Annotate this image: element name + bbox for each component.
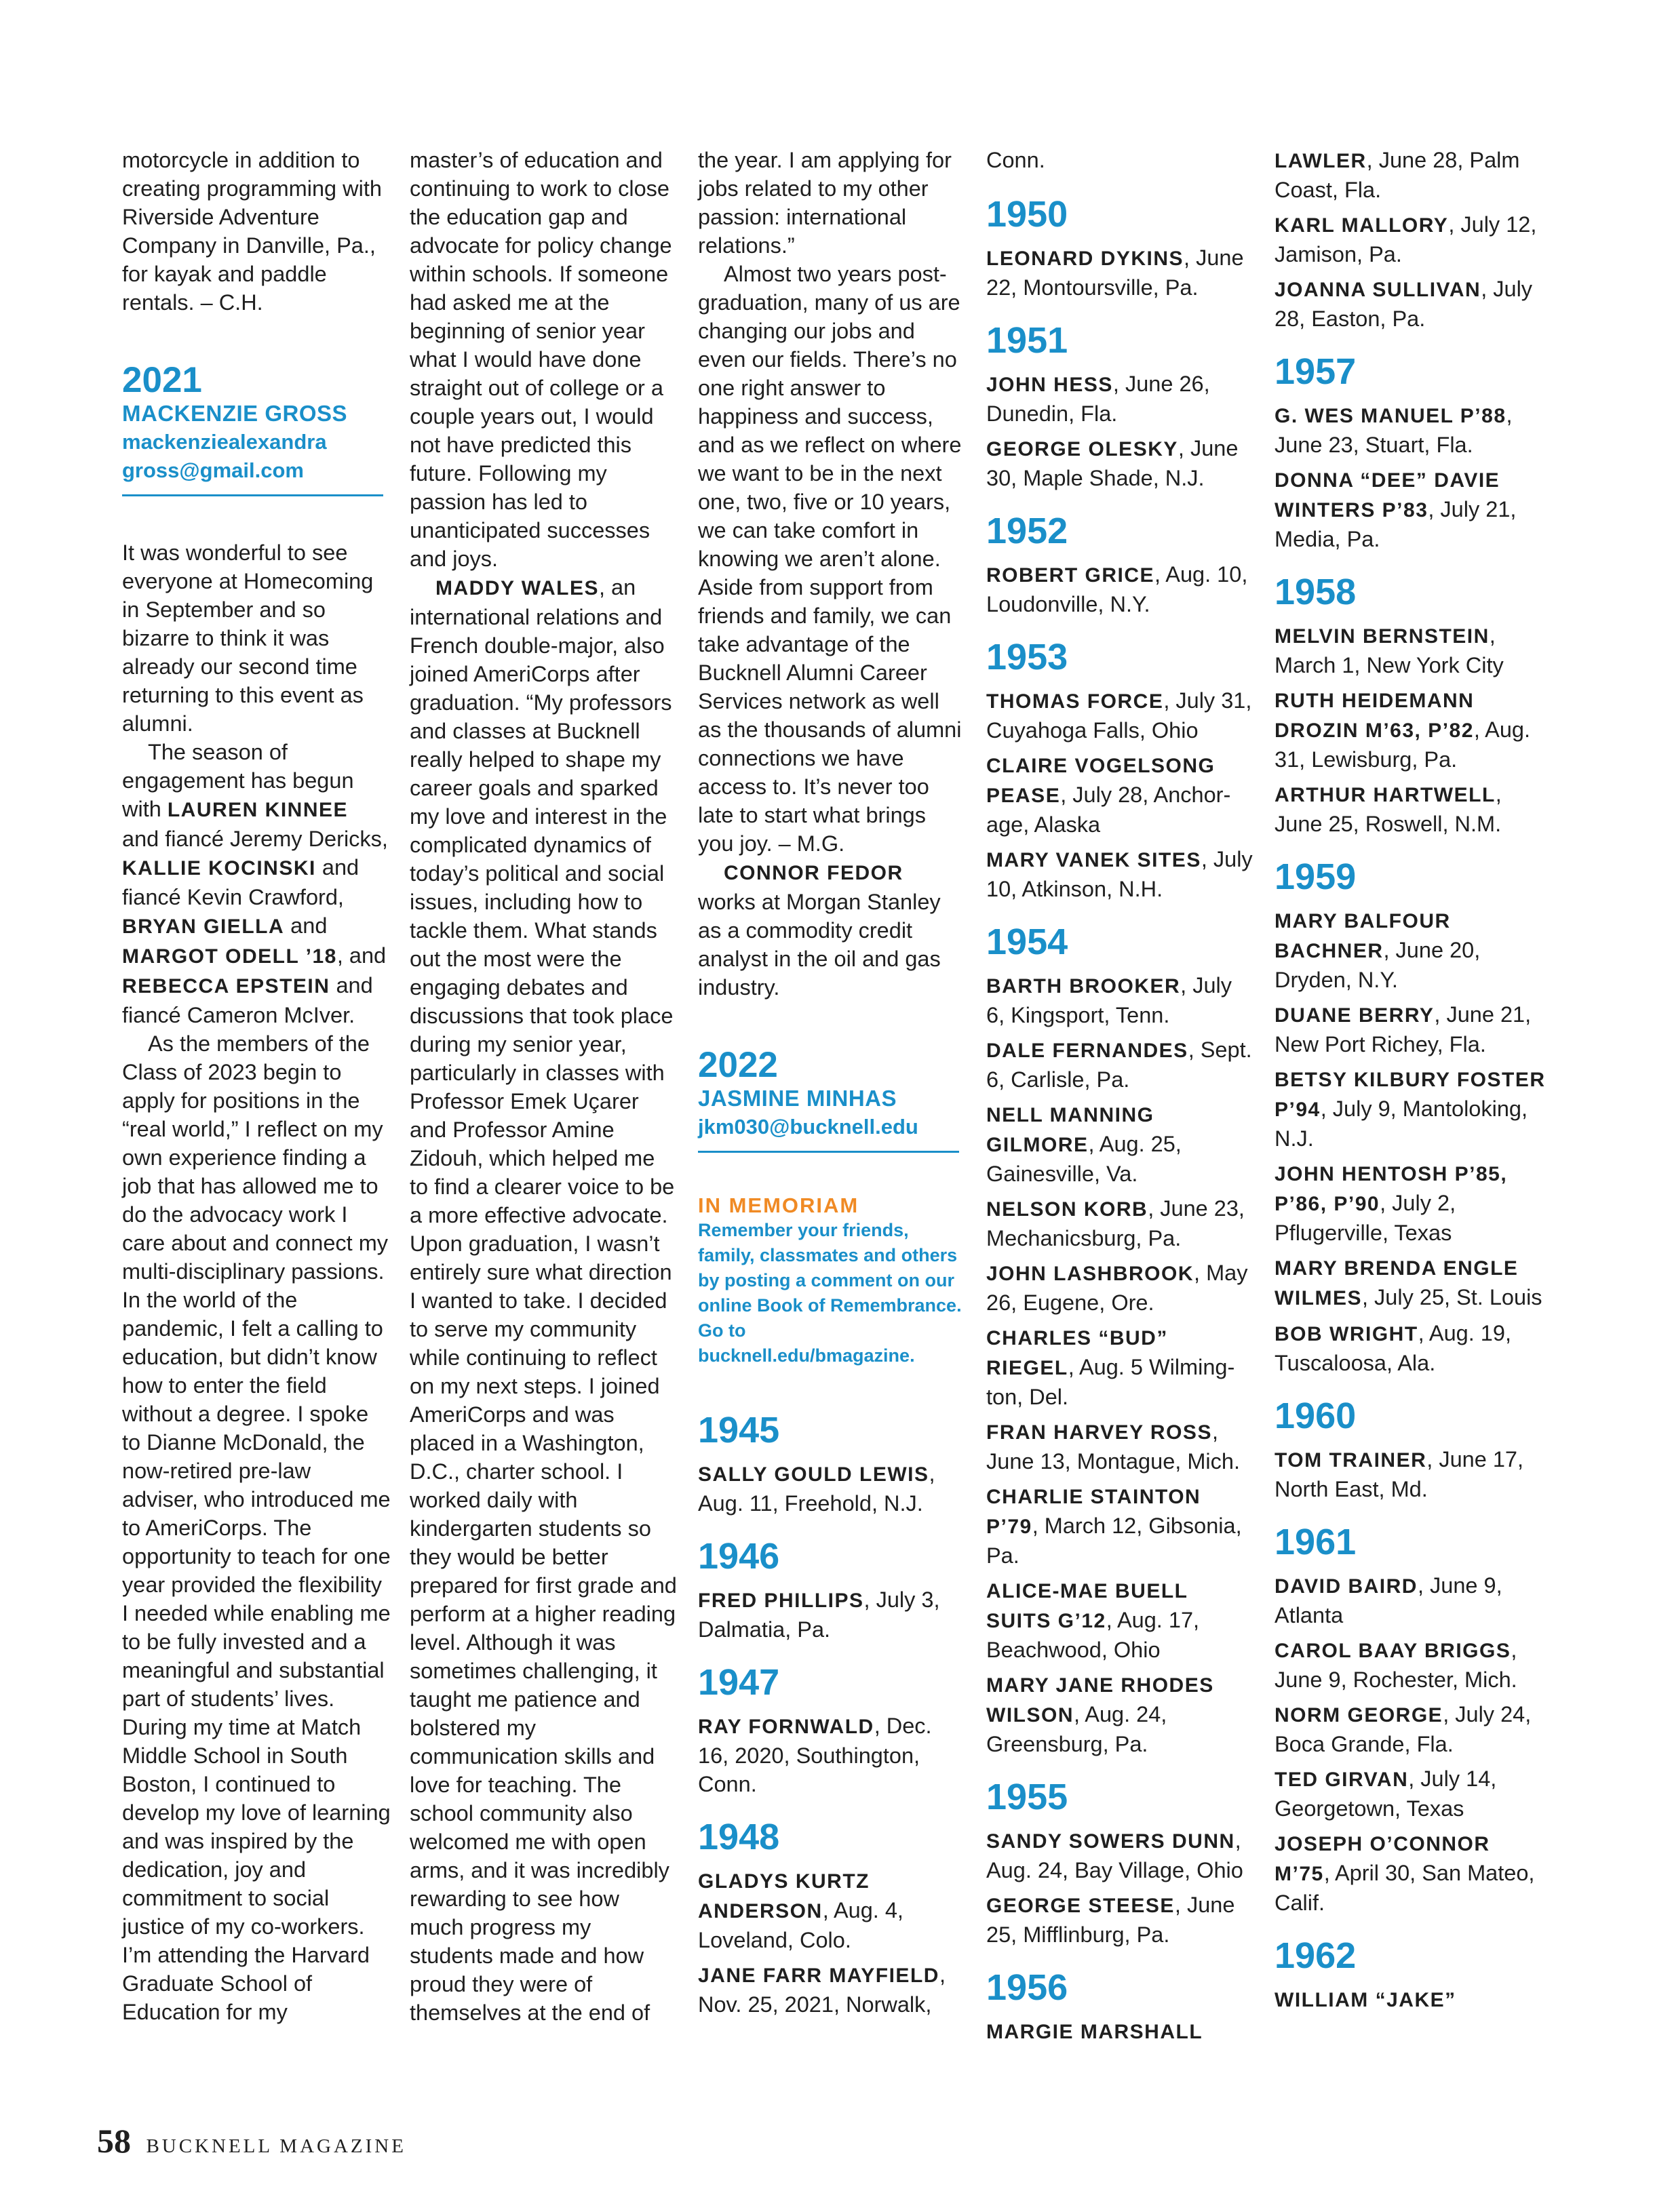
year-heading: 1962: [1275, 1935, 1357, 1976]
obituary-entry: DAVID BAIRD, June 9, Atlanta: [1275, 1573, 1502, 1627]
obituary-entry: NELL MANNING GILMORE, Aug. 25, Gainesville, Va.: [986, 1104, 1182, 1186]
year-heading: 1960: [1275, 1396, 1357, 1436]
obituary-entry: SALLY GOULD LEWIS, Aug. 11, Freehold, N.J.: [698, 1461, 935, 1516]
alumni-name: MARGIE MARSHALL: [986, 2021, 1203, 2043]
alumni-name: CAROL BAAY BRIGGS: [1275, 1640, 1511, 1662]
paragraph: master’s of education and continuing to work to close the education gap and advocate for policy change within schools. If someone had asked me at the beginning of senior year what I would have done straight out of college or a couple years out, I would not have predicted this future. Following my passion has led to unanticipated successes and joys.: [410, 148, 672, 571]
obituary-entry: JOANNA SULLIVAN, July 28, Easton, Pa.: [1275, 277, 1533, 331]
alumni-name: NELSON KORB: [986, 1198, 1148, 1221]
obituary-entry: G. WES MANUEL P’88, June 23, Stuart, Fla.: [1275, 403, 1513, 457]
obituary-entry: SANDY SOWERS DUNN, Aug. 24, Bay Village, Ohio: [986, 1828, 1243, 1882]
paragraph: It was wonderful to see everyone at Homecoming in September and so bizarre to think it was already our second time returning to this event as alumni.: [122, 540, 374, 736]
year-heading: 1956: [986, 1967, 1068, 2008]
alumni-name: CONNOR FEDOR: [724, 862, 903, 884]
alumni-name: ARTHUR HARTWELL: [1275, 784, 1496, 806]
alumni-name: JOSEPH O’CONNOR M’75: [1275, 1833, 1490, 1885]
year-heading: 1959: [1275, 856, 1357, 897]
correspondent-email[interactable]: [122, 428, 391, 485]
obituary-entry: GLADYS KURTZ ANDERSON, Aug. 4, Loveland, Colo.: [698, 1870, 903, 1952]
class-year-heading: 2022: [698, 1045, 778, 1085]
correspondent-name: JASMINE MINHAS: [698, 1086, 897, 1111]
obituary-entry: RAY FORNWALD, Dec. 16, 2020, Southington, Conn.: [698, 1714, 932, 1796]
year-heading: 1953: [986, 637, 1068, 677]
alumni-name: G. WES MANUEL P’88: [1275, 405, 1506, 427]
alumni-name: DALE FERNANDES: [986, 1040, 1188, 1062]
page-number: 58: [97, 2122, 131, 2160]
alumni-name: BARTH BROOKER: [986, 975, 1181, 998]
obituary-entry: CHARLES “BUD” RIEGEL, Aug. 5 Wilmington, Del.: [986, 1327, 1235, 1409]
year-heading: 1947: [698, 1662, 780, 1703]
paragraph: As the members of the Class of 2023 begin to apply for positions in the “real world,” I reflect on my own experience finding a job that has allowed me to do the advocacy work I care about and connect my multi-disciplinary passions. In the world of the pandemic, I felt a calling to education, but didn’t know how to enter the field without a degree. I spoke to Dianne McDonald, the now-retired pre-law adviser, who introduced me to AmeriCorps. The opportunity to teach for one year provided the flexibility I needed while enabling me to be fully invested and a meaningful and substantial part of students’ lives. During my time at Match Middle School in South Boston, I continued to develop my love of learning and was inspired by the dedication, joy and commitment to social justice of my co-workers. I’m attending the Harvard Graduate School of Education for my: [122, 1031, 391, 2024]
page-footer: [97, 2121, 406, 2160]
alumni-name: GLADYS KURTZ ANDERSON: [698, 1870, 870, 1922]
obituary-entry: NELSON KORB, June 23, Mechanicsburg, Pa.: [986, 1196, 1245, 1250]
column-1: [122, 146, 391, 2026]
alumni-name: JOHN HESS: [986, 374, 1113, 396]
year-heading: 1951: [986, 320, 1068, 361]
alumni-name: SANDY SOWERS DUNN: [986, 1830, 1235, 1853]
obituary-entry: FRED PHILLIPS, July 3, Dalmatia, Pa.: [698, 1587, 940, 1642]
obituary-entry: JANE FARR MAYFIELD, Nov. 25, 2021, Norwalk,: [698, 1962, 946, 2017]
obituary-entry: NORM GEORGE, July 24, Boca Grande, Fla.: [1275, 1702, 1532, 1756]
alumni-name: THOMAS FORCE: [986, 690, 1164, 713]
alumni-name: MARGOT ODELL ’18: [122, 945, 337, 968]
alumni-name: BETSY KILBURY FOSTER P’94: [1275, 1069, 1546, 1121]
obituary-entry: ROBERT GRICE, Aug. 10, Loudonville, N.Y.: [986, 562, 1248, 616]
paragraph: CONNOR FEDOR works at Morgan Stanley as a commodity credit analyst in the oil and gas industry.: [698, 862, 941, 1000]
alumni-name: ALICE-MAE BUELL SUITS G’12: [986, 1580, 1188, 1632]
alumni-name: GEORGE OLESKY: [986, 438, 1178, 460]
obituary-entry: DALE FERNANDES, Sept. 6, Carlisle, Pa.: [986, 1038, 1252, 1092]
obituary-entry: BETSY KILBURY FOSTER P’94, July 9, Mantoloking, N.J.: [1275, 1069, 1546, 1151]
column-5: [1275, 146, 1546, 2021]
obituary-entry: RUTH HEIDEMANN DROZIN M’63, P’82, Aug. 31, Lewisburg, Pa.: [1275, 690, 1531, 772]
year-heading: 1955: [986, 1777, 1068, 1817]
year-heading: 1952: [986, 511, 1068, 551]
year-heading: 1946: [698, 1536, 780, 1577]
year-heading: 1950: [986, 194, 1068, 235]
obituary-entry: MARY VANEK SITES, July 10, Atkinson, N.H.: [986, 847, 1253, 901]
obituary-entry: KARL MALLORY, July 12, Jamison, Pa.: [1275, 212, 1537, 266]
obituary-entry: ALICE-MAE BUELL SUITS G’12, Aug. 17, Beachwood, Ohio: [986, 1580, 1200, 1662]
obituary-entry: LEONARD DYKINS, June 22, Montoursville, Pa.: [986, 245, 1244, 300]
alumni-name: MARY JANE RHODES WILSON: [986, 1674, 1214, 1726]
paragraph: the year. I am applying for jobs related to my other passion: international relations.”: [698, 148, 952, 258]
alumni-name: JOANNA SULLIVAN: [1275, 279, 1481, 301]
obituary-entry: FRAN HARVEY ROSS, June 13, Montague, Mich.: [986, 1419, 1240, 1474]
paragraph: The season of engagement has begun with LAUREN KINNEE and fiancé Jeremy Dericks, KALLIE KOCINSKI and fiancé Kevin Crawford, BRYAN GIELLA and MARGOT ODELL ’18, and REBECCA EPSTEIN and fiancé Cameron McIver.: [122, 740, 388, 1027]
obituary-entry: CAROL BAAY BRIGGS, June 9, Rochester, Mich.: [1275, 1638, 1517, 1692]
obituary-entry: [986, 2017, 1255, 2047]
alumni-name: TED GIRVAN: [1275, 1769, 1409, 1791]
alumni-name: RUTH HEIDEMANN DROZIN M’63, P’82: [1275, 690, 1475, 742]
alumni-name: DONNA “DEE” DAVIE WINTERS P’83: [1275, 469, 1500, 521]
year-heading: 1958: [1275, 572, 1357, 612]
alumni-name: FRAN HARVEY ROSS: [986, 1421, 1212, 1444]
alumni-name: LAWLER: [1275, 150, 1367, 172]
alumni-name: JOHN HENTOSH P’85, P’86, P’90: [1275, 1163, 1508, 1215]
obituary-entry: GEORGE OLESKY, June 30, Maple Shade, N.J.: [986, 436, 1239, 490]
alumni-name: KARL MALLORY: [1275, 214, 1449, 237]
year-heading: 1948: [698, 1817, 780, 1857]
alumni-name: RAY FORNWALD: [698, 1716, 874, 1738]
obituary-entry: JOHN HESS, June 26, Dunedin, Fla.: [986, 372, 1210, 426]
obituary-entry: JOSEPH O’CONNOR M’75, April 30, San Mateo, Calif.: [1275, 1833, 1535, 1915]
alumni-name: MARY BRENDA ENGLE WILMES: [1275, 1257, 1519, 1309]
email-part: gross@gmail.com: [122, 458, 304, 482]
alumni-name: BOB WRIGHT: [1275, 1323, 1418, 1345]
obituary-entry: THOMAS FORCE, July 31, Cuyahoga Falls, Ohio: [986, 688, 1252, 743]
obituary-entry: DUANE BERRY, June 21, New Port Richey, Fla.: [1275, 1002, 1532, 1056]
year-heading: 1954: [986, 922, 1068, 962]
alumni-name: DAVID BAIRD: [1275, 1575, 1418, 1598]
obituary-entry: BOB WRIGHT, Aug. 19, Tuscaloosa, Ala.: [1275, 1321, 1511, 1375]
alumni-name: ROBERT GRICE: [986, 564, 1155, 587]
alumni-name: KALLIE KOCINSKI: [122, 857, 316, 880]
obituary-entry: JOHN HENTOSH P’85, P’86, P’90, July 2, Pflugerville, Texas: [1275, 1163, 1508, 1245]
alumni-name: GEORGE STEESE: [986, 1895, 1175, 1917]
memoriam-heading: IN MEMORIAM: [698, 1193, 859, 1217]
alumni-name: MARY VANEK SITES: [986, 849, 1201, 871]
obituary-entry: MARY JANE RHODES WILSON, Aug. 24, Greensburg, Pa.: [986, 1674, 1214, 1756]
alumni-name: SALLY GOULD LEWIS: [698, 1463, 929, 1486]
alumni-name: BRYAN GIELLA: [122, 915, 285, 938]
alumni-name: DUANE BERRY: [1275, 1004, 1435, 1027]
alumni-name: MARY BALFOUR BACHNER: [1275, 910, 1451, 962]
correspondent-email[interactable]: jkm030@bucknell.edu: [698, 1115, 918, 1139]
column-3: [698, 146, 967, 2025]
alumni-name: MELVIN BERNSTEIN: [1275, 625, 1490, 648]
paragraph: MADDY WALES, an international relations and French double-major, also joined AmeriCorps after graduation. “My professors and classes at Bucknell really helped to shape my career goals and sparked my love and interest in the complicated dynamics of today’s political and social issues, including how to tackle them. What stands out the most were the engaging debates and discussions that took place during my senior year, particularly in classes with Professor Emek Uçarer and Professor Amine Zidouh, which helped me to find a clearer voice to be a more effective advocate. Upon graduation, I wasn’t entirely sure what direction I wanted to take. I decided to serve my community while continuing to reflect on my next steps. I joined AmeriCorps and was placed in a Washington, D.C., charter school. I worked daily with kindergarten students so they would be better prepared for first grade and perform at a higher reading level. Although it was sometimes challenging, it taught me patience and bolstered my communication skills and love for teaching. The school community also welcomed me with open arms, and it was incredibly rewarding to see how much progress my students made and how proud they were of themselves at the end of: [410, 575, 677, 2025]
obituary-entry: TED GIRVAN, July 14, Georgetown, Texas: [1275, 1766, 1497, 1821]
obituary-entry: DONNA “DEE” DAVIE WINTERS P’83, July 21, Media, Pa.: [1275, 469, 1517, 551]
alumni-name: CHARLES “BUD” RIEGEL: [986, 1327, 1168, 1379]
year-heading: 1945: [698, 1410, 780, 1450]
divider: [122, 494, 383, 496]
obituary-entry: ARTHUR HARTWELL, June 25, Roswell, N.M.: [1275, 782, 1502, 836]
obituary-entry: MARY BRENDA ENGLE WILMES, July 25, St. Louis: [1275, 1257, 1542, 1309]
obituary-entry: MARY BALFOUR BACHNER, June 20, Dryden, N.Y.: [1275, 910, 1481, 992]
alumni-name: REBECCA EPSTEIN: [122, 975, 330, 998]
obituary-entry: JOHN LASHBROOK, May 26, Eugene, Ore.: [986, 1261, 1248, 1315]
alumni-name: LEONARD DYKINS: [986, 248, 1184, 270]
obituary-entry: TOM TRAINER, June 17, North East, Md.: [1275, 1447, 1524, 1501]
obituary-entry: CLAIRE VOGELSONG PEASE, July 28, Anchorage, Alaska: [986, 755, 1231, 837]
obituary-entry: GEORGE STEESE, June 25, Mifflinburg, Pa.: [986, 1893, 1235, 1947]
alumni-name: NORM GEORGE: [1275, 1704, 1443, 1726]
alumni-name: FRED PHILLIPS: [698, 1589, 864, 1612]
obituary-entry: Conn.: [986, 148, 1045, 172]
year-heading: 1957: [1275, 351, 1357, 392]
paragraph: Almost two years post-graduation, many of us are changing our jobs and even our fields. There’s no one right answer to happiness and success, and as we reflect on where we want to be in the next one, two, five or 10 years, we can take comfort in knowing we aren’t alone. Aside from support from friends and family, we can take advantage of the Bucknell Alumni Career Services network as well as the thousands of alumni connections we have access to. It’s never too late to start what brings you joy. – M.G.: [698, 262, 962, 856]
alumni-name: CHARLIE STAINTON P’79: [986, 1486, 1201, 1538]
alumni-name: WILLIAM “JAKE”: [1275, 1989, 1456, 2011]
obituary-entry: BARTH BROOKER, July 6, Kingsport, Tenn.: [986, 973, 1232, 1027]
column-2: [410, 146, 678, 2027]
paragraph: motorcycle in addition to creating programming with Riverside Adventure Company in Danville, Pa., for kayak and paddle rentals. – C.H.: [122, 148, 382, 315]
alumni-name: LAUREN KINNEE: [167, 799, 349, 821]
year-heading: 1961: [1275, 1522, 1357, 1562]
obituary-entry: CHARLIE STAINTON P’79, March 12, Gibsonia, Pa.: [986, 1486, 1242, 1568]
divider: [698, 1151, 959, 1153]
alumni-name: NELL MANNING GILMORE: [986, 1104, 1154, 1156]
column-4: [986, 146, 1255, 2053]
alumni-name: CLAIRE VOGELSONG PEASE: [986, 755, 1216, 807]
alumni-name: JANE FARR MAYFIELD: [698, 1964, 939, 1987]
class-year-heading: 2021: [122, 360, 202, 400]
alumni-name: JOHN LASHBROOK: [986, 1263, 1194, 1285]
obituary-entry: LAWLER, June 28, Palm Coast, Fla.: [1275, 148, 1520, 202]
alumni-name: MADDY WALES: [435, 577, 599, 599]
correspondent-name: MACKENZIE GROSS: [122, 401, 348, 426]
obituary-entry: MELVIN BERNSTEIN, March 1, New York City: [1275, 623, 1504, 677]
obituary-entry: [1275, 1985, 1546, 2015]
email-part: mackenziealexandra: [122, 430, 327, 454]
magazine-name: BUCKNELL MAGAZINE: [146, 2135, 406, 2157]
memoriam-note: Remember your friends, family, classmates and others by posting a comment on our online Book of Remembrance. Go to bucknell.edu/bmagazine.: [698, 1220, 962, 1366]
alumni-name: TOM TRAINER: [1275, 1449, 1427, 1472]
